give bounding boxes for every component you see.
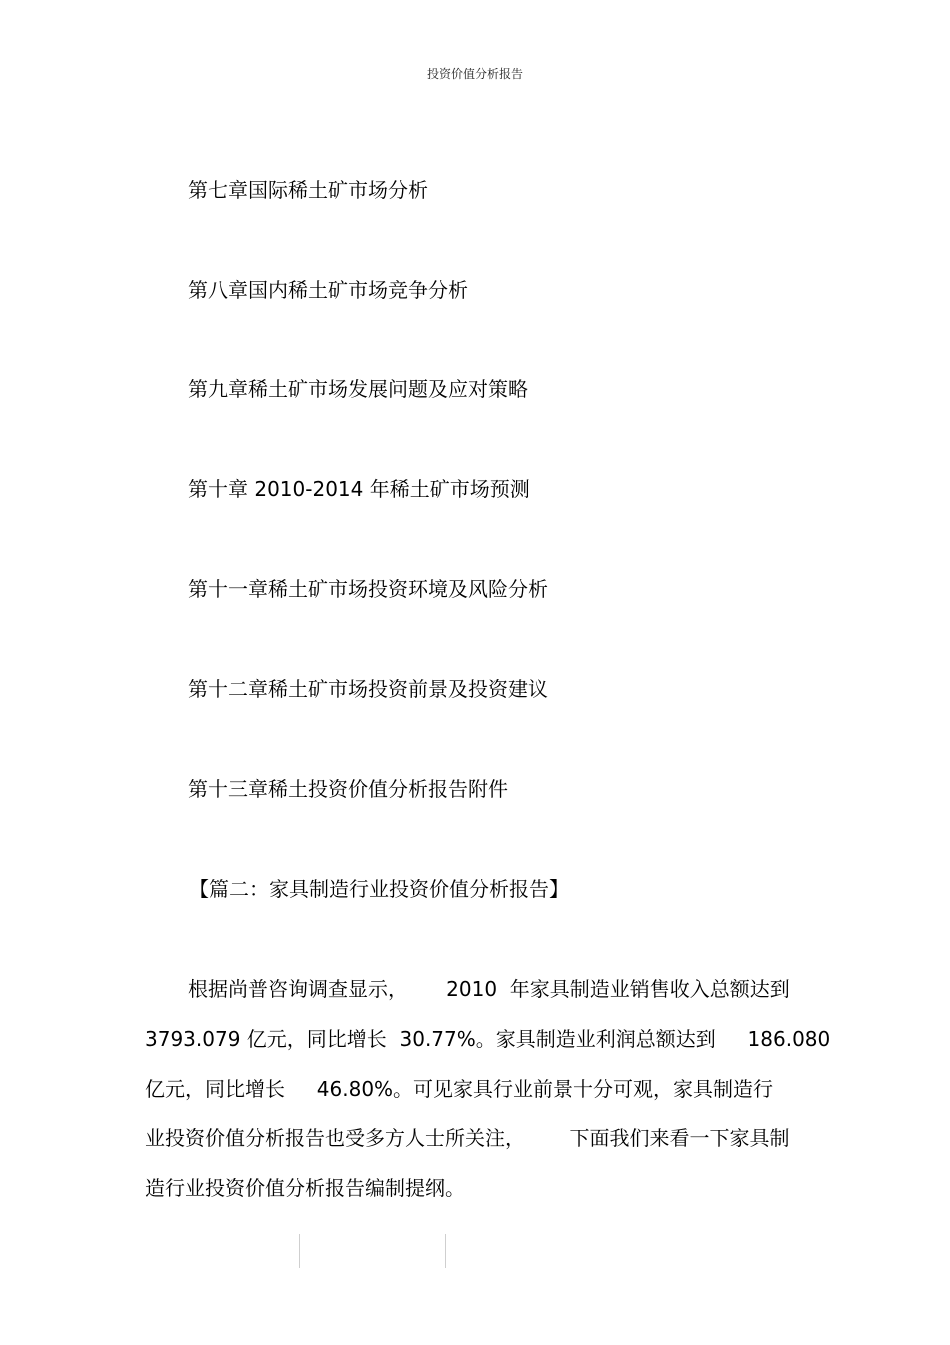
paragraph-line: 造行业投资价值分析报告编制提纲。	[145, 1176, 465, 1200]
paragraph-line: 根据尚普咨询调查显示， 2010 年家具制造业销售收入总额达到	[188, 977, 790, 1001]
toc-item-chapter-11: 第十一章稀土矿市场投资环境及风险分析	[188, 577, 548, 601]
page-header: 投资价值分析报告	[426, 67, 523, 81]
table-border-line	[445, 1234, 446, 1268]
toc-item-chapter-13: 第十三章稀土投资价值分析报告附件	[188, 777, 508, 801]
toc-item-chapter-9: 第九章稀土矿市场发展问题及应对策略	[188, 377, 528, 401]
paragraph-line: 3793.079 亿元，同比增长 30.77%。家具制造业利润总额达到 186.080	[145, 1027, 831, 1051]
paragraph-line: 业投资价值分析报告也受多方人士所关注， 下面我们来看一下家具制	[145, 1126, 790, 1150]
table-border-line	[299, 1234, 300, 1268]
section-title: 【篇二：家具制造行业投资价值分析报告】	[189, 877, 569, 901]
paragraph-line: 亿元，同比增长 46.80%。可见家具行业前景十分可观，家具制造行	[145, 1077, 774, 1101]
toc-item-chapter-10: 第十章 2010-2014 年稀土矿市场预测	[188, 477, 530, 501]
toc-item-chapter-7: 第七章国际稀土矿市场分析	[188, 178, 428, 202]
toc-item-chapter-12: 第十二章稀土矿市场投资前景及投资建议	[188, 677, 548, 701]
toc-item-chapter-8: 第八章国内稀土矿市场竞争分析	[188, 278, 468, 302]
